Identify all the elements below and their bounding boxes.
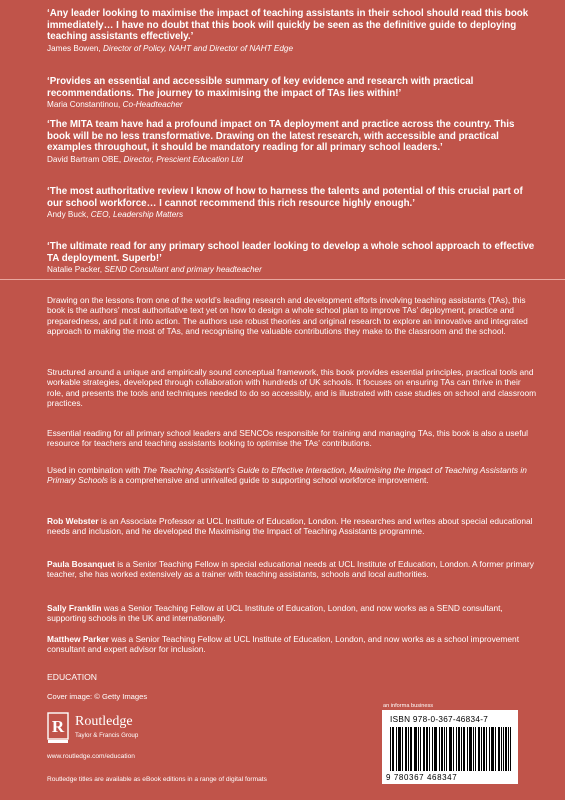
publisher-name: Routledge — [75, 714, 133, 729]
isbn-text: ISBN 978-0-367-46834-7 — [390, 715, 489, 724]
author-bio-2: Paula Bosanquet is a Senior Teaching Fellow in special educational needs at UCL Institute of Education, London. A former primary teacher, she has worked extensively as a trainer with teaching assistants, schools and local authorities. — [47, 559, 534, 580]
author-bio-4: Matthew Parker was a Senior Teaching Fellow at UCL Institute of Education, London, and now works as a school improvement consultant and expert advisor for inclusion. — [47, 634, 520, 655]
routledge-logo-icon — [47, 712, 69, 744]
endorsement-quote: ‘The MITA team have had a profound impact on TA deployment and practice across the country. This book will be no less transformative. Drawing on the latest research, with accessible and practical examples throughout, it should be mandatory reading for all primary school leaders.’ — [47, 119, 515, 154]
endorsement-2 — [47, 76, 537, 110]
description-paragraph-3: Essential reading for all primary school leaders and SENCOs responsible for training and managing TAs, this book is also a useful resource for teachers and teaching assistants looking to optimise the TAs’ contributions. — [47, 428, 529, 449]
barcode-panel — [382, 710, 518, 784]
description-paragraph-2: Structured around a unique and empirically sound conceptual framework, this book provides essential principles, practical tools and workable strategies, developed through collaboration with hundreds of UK schools. It focuses on ensuring TAs can thrive in their role, and presents the tools and techniques needed to do so accessibly, and is illustrated with case studies on school and classroom practices. — [47, 367, 537, 409]
author-bio-3: Sally Franklin was a Senior Teaching Fellow at UCL Institute of Education, London, and now works as a SEND consultant, supporting schools in the UK and internationally. — [47, 603, 503, 624]
endorsement-4 — [47, 186, 537, 220]
endorsement-quote: ‘The most authoritative review I know of how to harness the talents and potential of this crucial part of our school workforce… I cannot recommend this rich resource highly enough.’ — [47, 186, 523, 209]
endorsement-3 — [47, 119, 537, 165]
description-paragraph-4: Used in combination with The Teaching Assistant’s Guide to Effective Interaction, Maximising the Impact of Teaching Assistants in Primary Schools is a comprehensive and unrivalled guide to supporting school workforce improvement. — [47, 465, 527, 486]
cover-image-credit: Cover image: © Getty Images — [47, 692, 148, 701]
section-divider — [0, 279, 565, 280]
endorsement-attribution: David Bartram OBE, Director, Prescient Education Ltd — [47, 154, 243, 164]
ebook-note: Routledge titles are available as eBook editions in a range of digital formats — [47, 776, 267, 783]
barcode-icon — [388, 727, 512, 773]
description-paragraph-1: Drawing on the lessons from one of the world’s leading research and development efforts involving teaching assistants (TAs), this book is the authors’ most authoritative text yet on how to design a whole school plan to improve TAs’ deployment, practice and preparedness, and put it into action. The authors use robust theories and original research to explore an innovative and integrated approach to making the most of TAs, and recognising the valuable contributions they make to the classroom and the school. — [47, 295, 528, 337]
publisher-group: Taylor & Francis Group — [75, 732, 139, 739]
publisher-url: www.routledge.com/education — [47, 753, 135, 760]
svg-text:R: R — [51, 717, 65, 736]
endorsement-quote: ‘The ultimate read for any primary school leader looking to develop a whole school approach to effective TA deployment. Superb!’ — [47, 241, 535, 264]
author-bio-1: Rob Webster is an Associate Professor at UCL Institute of Education, London. He researches and writes about special educational needs and inclusion, and he developed the Maximising the Impact of Teaching Assistants programme. — [47, 516, 533, 537]
endorsement-attribution: Andy Buck, CEO, Leadership Matters — [47, 210, 184, 220]
endorsement-quote: ‘Provides an essential and accessible summary of key evidence and research with practical recommendations. The journey to maximising the impact of TAs lies within!’ — [47, 76, 474, 99]
subject-category: EDUCATION — [47, 672, 97, 682]
endorsement-1 — [47, 8, 537, 54]
informa-tagline: an informa business — [383, 703, 434, 709]
endorsement-attribution: James Bowen, Director of Policy, NAHT and Director of NAHT Edge — [47, 43, 294, 53]
endorsement-5 — [47, 241, 537, 275]
endorsement-attribution: Maria Constantinou, Co-Headteacher — [47, 100, 183, 110]
barcode-number: 9 780367 468347 — [386, 773, 458, 782]
endorsement-attribution: Natalie Packer, SEND Consultant and primary headteacher — [47, 265, 262, 275]
publisher-logo — [47, 712, 297, 752]
endorsement-quote: ‘Any leader looking to maximise the impact of teaching assistants in their school should read this book immediately… I have no doubt that this book will quickly be seen as the definitive guide to deploying teaching assistants effectively.’ — [47, 8, 529, 43]
